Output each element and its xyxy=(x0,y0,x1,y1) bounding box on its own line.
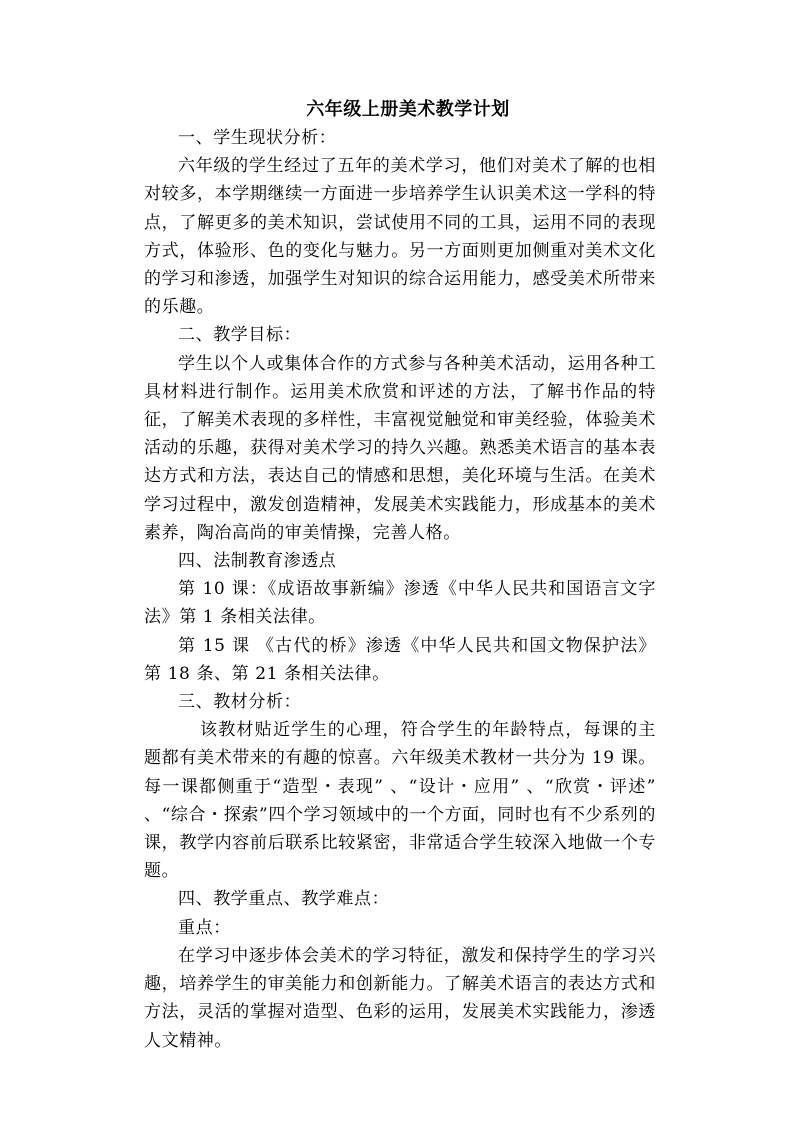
paragraph-textbook-analysis: 该教材贴近学生的心理，符合学生的年龄特点，每课的主题都有美术带来的有趣的惊喜。六年级美术教材一共分为 19 课。每一课都侧重于“造型・表现” 、“设计・应用” 、“欣赏・评述” 、“综合・探索”四个学习领域中的一个方面，同时也有不少系列的课，教学内容前后联系比较紧密，非常适合学生较深入地做一个专题。 xyxy=(144,720,656,882)
paragraph-teaching-goals: 学生以个人或集体合作的方式参与各种美术活动，运用各种工具材料进行制作。运用美术欣赏和评述的方法，了解书作品的特征，了解美术表现的多样性，丰富视觉触觉和审美经验，体验美术活动的乐趣，获得对美术学习的持久兴趣。熟悉美术语言的基本表达方式和方法，表达自己的情感和思想，美化环境与生活。在美术学习过程中，激发创造精神，发展美术实践能力，形成基本的美术素养，陶冶高尚的审美情操，完善人格。 xyxy=(144,353,656,543)
section-heading-student-analysis: 一、学生现状分析： xyxy=(178,128,337,148)
subheading-key-point: 重点： xyxy=(178,917,231,938)
page-title: 六年级上册美术教学计划 xyxy=(306,99,510,120)
section-heading-key-points: 四、教学重点、教学难点： xyxy=(178,889,390,910)
paragraph-lesson-15-law: 第 15 课 《古代的桥》渗透《中华人民共和国文物保护法》第 18 条、第 21 条相关法律。 xyxy=(144,635,656,684)
section-heading-textbook-analysis: 三、教材分析： xyxy=(178,692,302,713)
paragraph-key-points: 在学习中逐步体会美术的学习特征，激发和保持学生的学习兴趣，培养学生的审美能力和创新能力。了解美术语言的表达方式和方法，灵活的掌握对造型、色彩的运用，发展美术实践能力，渗透人文精神。 xyxy=(144,945,656,1051)
section-heading-teaching-goals: 二、教学目标： xyxy=(178,325,302,346)
section-heading-legal-education: 四、法制教育渗透点 xyxy=(178,551,337,572)
paragraph-student-analysis: 六年级的学生经过了五年的美术学习，他们对美术了解的也相对较多，本学期继续一方面进一步培养学生认识美术这一学科的特点，了解更多的美术知识，尝试使用不同的工具，运用不同的表现方式，体验形、色的变化与魅力。另一方面则更加侧重对美术文化的学习和渗透，加强学生对知识的综合运用能力，感受美术所带来的乐趣。 xyxy=(144,156,656,318)
document-body xyxy=(144,96,656,1055)
paragraph-lesson-10-law: 第 10 课：《成语故事新编》渗透《中华人民共和国语言文字法》第 1 条相关法律。 xyxy=(144,579,656,628)
